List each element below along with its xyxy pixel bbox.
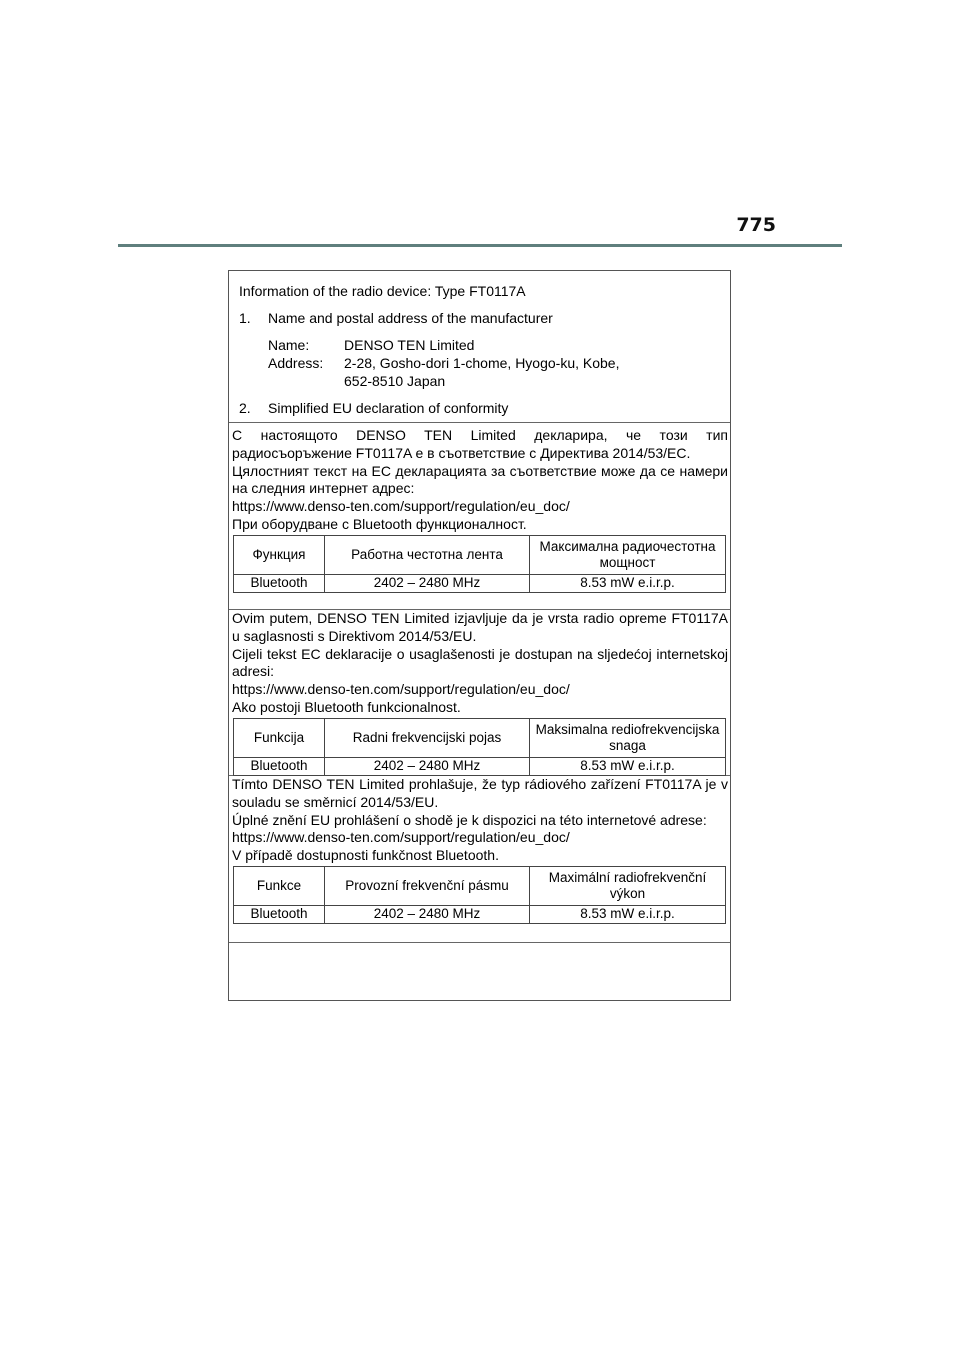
table-row [234,757,726,775]
header-frequency-band: Работна честотна лента [325,535,530,574]
declaration-url: https://www.denso-ten.com/support/regulation/eu_doc/ [232,498,570,515]
header-function: Funkce [234,866,325,905]
header-function: Функция [234,535,325,574]
cell-max-power: 8.53 mW e.i.r.p. [530,905,726,923]
section-text [229,427,730,534]
bluetooth-note: V případě dostupnosti funkčnost Bluetooth. [232,847,499,864]
name-value: DENSO TEN Limited [344,337,475,353]
declaration-url: https://www.denso-ten.com/support/regulation/eu_doc/ [232,681,570,698]
item-2-number: 2. [239,400,251,416]
section-text [229,776,730,865]
cell-function: Bluetooth [234,757,325,775]
header-max-power: Maximální radiofrekvenční výkon [530,866,726,905]
address-label: Address: [268,355,324,371]
full-text-paragraph: Цялостният текст на ЕС декларацията за съответствие може да се намери на следния интернет адрес: [232,462,728,497]
table-row [234,905,726,923]
table-header-row [234,718,726,757]
cell-max-power: 8.53 mW e.i.r.p. [530,574,726,592]
cell-function: Bluetooth [234,905,325,923]
item-1-number: 1. [239,310,251,326]
section-text [229,610,730,717]
page-number: 775 [736,214,776,236]
cell-function: Bluetooth [234,574,325,592]
header-rule [118,244,842,247]
name-label: Name: [268,337,310,353]
declaration-paragraph: Tímto DENSO TEN Limited prohlašuje, že typ rádiového zařízení FT0117A je v souladu se směrnicí 2014/53/EU. [232,776,728,810]
full-text-paragraph: Cijeli tekst EC deklaracije o usaglašenosti je dostupan na sljedećoj internetskoj adresi: [232,645,728,680]
item-1-text: Name and postal address of the manufacturer [268,310,553,326]
header-frequency-band: Radni frekvencijski pojas [325,718,530,757]
declaration-paragraph: Ovim putem, DENSO TEN Limited izjavljuje da je vrsta radio opreme FT0117A u saglasnosti s Direktivom 2014/53/EU. [232,610,728,644]
header-max-power: Максимална радиочестотна мощност [530,535,726,574]
header-frequency-band: Provozní frekvenční pásmu [325,866,530,905]
address-line-2: 652-8510 Japan [344,373,446,389]
declaration-paragraph: С настоящото DENSO TEN Limited декларира, че този тип радиосъоръжение FT0117A е в съответствие с Директива 2014/53/ЕС. [232,427,728,461]
radio-spec-table [233,535,726,593]
intro-title: Information of the radio device: Type FT0117A [239,283,526,299]
cell-frequency-band: 2402 – 2480 MHz [325,757,530,775]
cell-max-power: 8.53 mW e.i.r.p. [530,757,726,775]
cell-frequency-band: 2402 – 2480 MHz [325,574,530,592]
table-header-row [234,866,726,905]
table-row [234,574,726,592]
header-function: Funkcija [234,718,325,757]
item-2-text: Simplified EU declaration of conformity [268,400,509,416]
full-text-paragraph: Úplné znění EU prohlášení o shodě je k dispozici na této internetové adrese: [232,811,707,828]
bluetooth-note: Ako postoji Bluetooth funkcionalnost. [232,698,461,715]
radio-spec-table [233,718,726,776]
radio-spec-table [233,866,726,924]
cell-frequency-band: 2402 – 2480 MHz [325,905,530,923]
section-bulgarian [229,427,730,610]
header-max-power: Maksimalna rediofrekvencijska snaga [530,718,726,757]
intro-block [229,271,730,423]
section-czech [229,776,730,943]
declaration-frame [228,270,731,1001]
section-bosnian [229,610,730,776]
declaration-url: https://www.denso-ten.com/support/regulation/eu_doc/ [232,829,570,846]
table-header-row [234,535,726,574]
bluetooth-note: При оборудване с Bluetooth функционалност. [232,515,527,532]
address-line-1: 2-28, Gosho-dori 1-chome, Hyogo-ku, Kobe, [344,355,620,371]
